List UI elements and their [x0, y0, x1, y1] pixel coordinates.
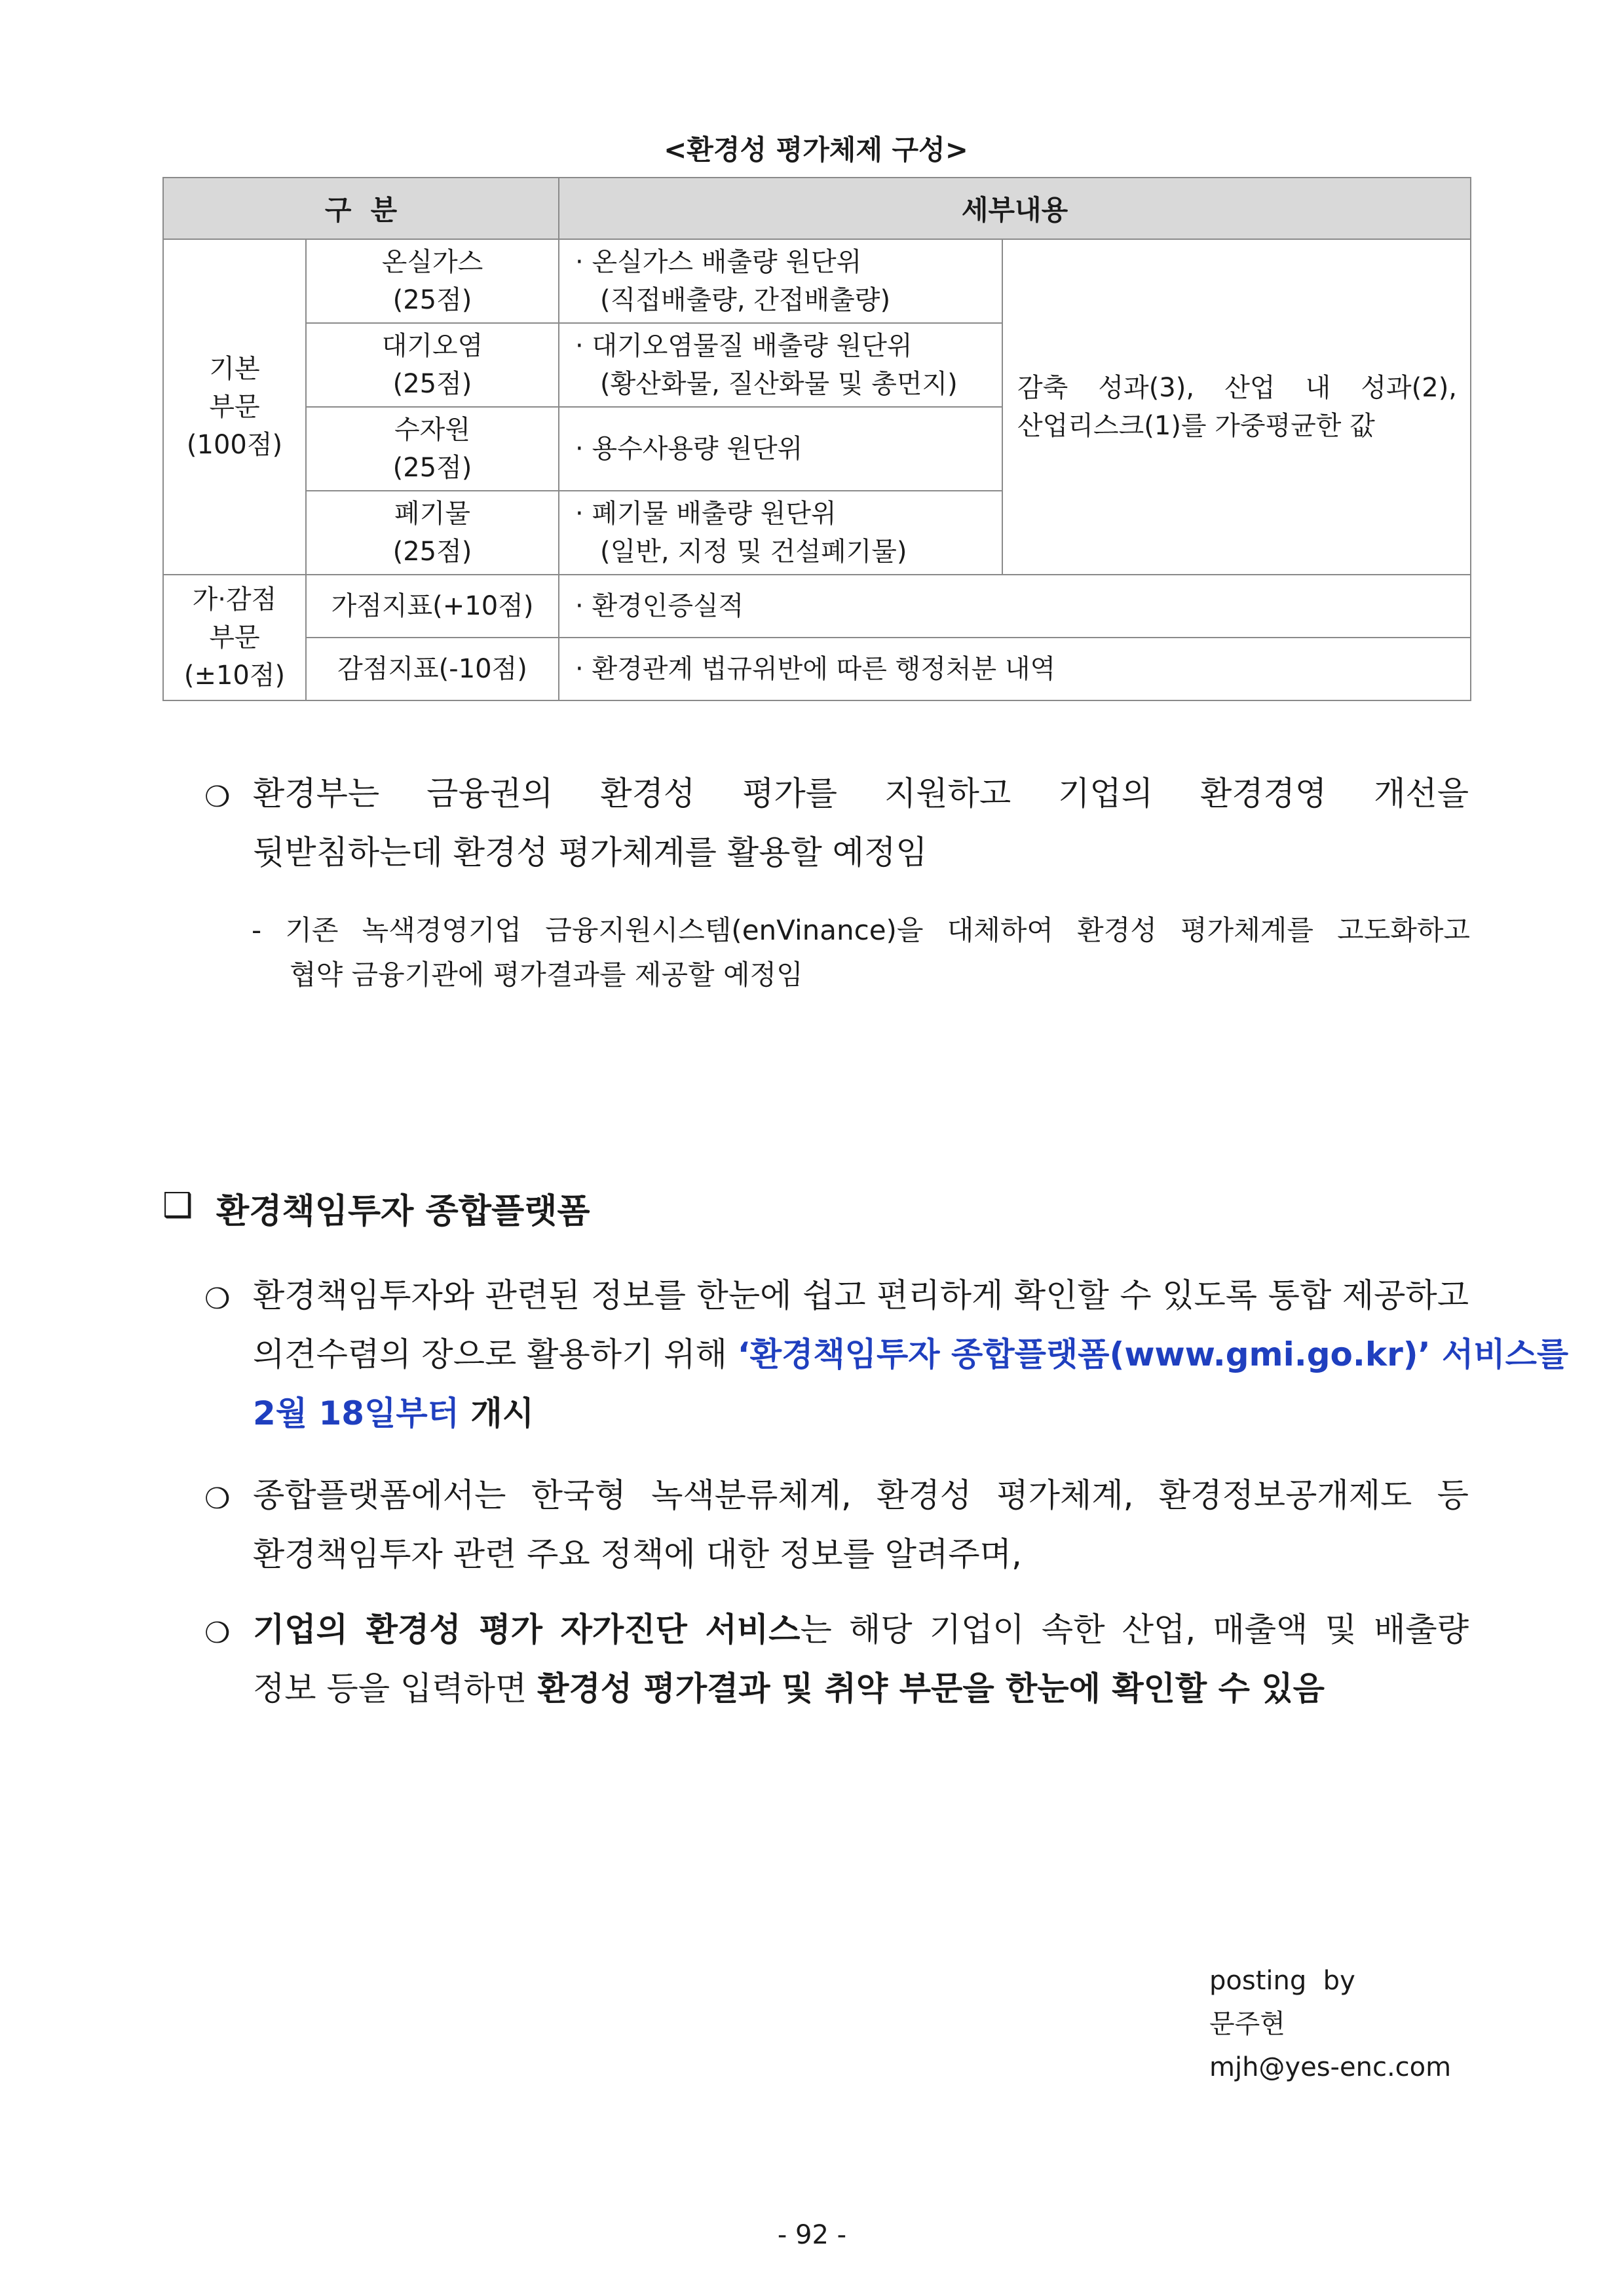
basic-group-label	[163, 239, 306, 575]
p1-subnote	[252, 908, 1470, 997]
item-desc-detail: (황산화물, 질산화물 및 총먼지)	[600, 369, 958, 399]
p1-sub-line2: 협약 금융기관에 평가결과를 제공할 예정임	[290, 959, 803, 991]
bullet-circle-icon: ❍	[204, 1282, 231, 1316]
item-points: (25점)	[392, 369, 472, 399]
item-desc-cell	[559, 407, 1002, 491]
p3-line1: 종합플랫폼에서는 한국형 녹색분류체계, 환경성 평가체계, 환경정보공개제도 등	[253, 1476, 1469, 1514]
signature-posting-by: posting by	[1209, 1966, 1355, 1996]
item-name-cell	[306, 239, 559, 323]
item-desc: · 대기오염물질 배출량 원단위	[575, 331, 913, 361]
p2-line3	[253, 1384, 1469, 1443]
adj-item-desc: · 환경인증실적	[559, 575, 1471, 638]
item-name: 폐기물	[394, 499, 470, 529]
p2-line2-plain: 의견수렴의 장으로 활용하기 위해	[253, 1335, 738, 1373]
item-name: 온실가스	[381, 247, 483, 277]
paragraph-platform-intro	[253, 764, 1469, 882]
p4-line2-bold: 환경성 평가결과 및 취약 부문을 한눈에 확인할 수 있음	[537, 1670, 1325, 1708]
item-name-cell	[306, 491, 559, 575]
bullet-circle-icon: ❍	[204, 1482, 231, 1516]
basic-group-line3: (100점)	[186, 430, 283, 460]
item-points: (25점)	[392, 285, 472, 315]
adj-group-label	[163, 575, 306, 700]
evaluation-table	[162, 177, 1471, 701]
item-desc: · 폐기물 배출량 원단위	[575, 499, 837, 529]
header-detail: 세부내용	[559, 178, 1471, 239]
p1-sub-line1: - 기존 녹색경영기업 금융지원시스템(enVinance)을 대체하여 환경성 평가체계를 고도화하고	[252, 914, 1470, 946]
bullet-circle-icon: ❍	[204, 780, 231, 814]
adj-item-desc: · 환경관계 법규위반에 따른 행정처분 내역	[559, 638, 1471, 700]
signature-block	[1209, 1959, 1451, 2089]
adj-group-line2: 부문	[209, 622, 260, 653]
item-desc-cell	[559, 323, 1002, 407]
merged-note-cell	[1002, 239, 1471, 575]
item-desc-cell	[559, 491, 1002, 575]
paragraph-self-diagnosis	[253, 1600, 1469, 1718]
basic-group-line1: 기본	[209, 354, 260, 384]
adj-group-line1: 가·감점	[192, 584, 277, 615]
p2-line2	[253, 1325, 1569, 1384]
paragraph-platform-content	[253, 1466, 1469, 1584]
section-title: 환경책임투자 종합플랫폼	[216, 1192, 590, 1231]
launch-word: 개시	[459, 1394, 534, 1432]
item-desc-detail: (직접배출량, 간접배출량)	[600, 285, 891, 315]
p4-line2-plain: 정보 등을 입력하면	[253, 1670, 538, 1708]
item-desc-detail: (일반, 지정 및 건설폐기물)	[600, 537, 907, 567]
launch-date-highlight: 2월 18일부터	[253, 1394, 459, 1432]
item-points: (25점)	[392, 537, 472, 567]
bullet-circle-icon: ❍	[204, 1617, 231, 1650]
section-marker-icon: ❑	[162, 1186, 193, 1225]
item-name: 대기오염	[381, 331, 483, 361]
platform-name-highlight: ‘환경책임투자 종합플랫폼(www.gmi.go.kr)’ 서비스를	[737, 1335, 1569, 1373]
adj-group-line3: (±10점)	[183, 660, 286, 691]
item-desc: · 온실가스 배출량 원단위	[575, 247, 862, 277]
item-points: (25점)	[392, 453, 472, 483]
p2-line1: 환경책임투자와 관련된 정보를 한눈에 쉽고 편리하게 확인할 수 있도록 통합 제공하고	[253, 1276, 1469, 1314]
p4-line1	[253, 1600, 1469, 1659]
p4-line1-plain: 는 해당 기업이 속한 산업, 매출액 및 배출량	[800, 1611, 1469, 1649]
p3-line2: 환경책임투자 관련 주요 정책에 대한 정보를 알려주며,	[253, 1535, 1022, 1573]
header-category: 구 분	[163, 178, 559, 239]
basic-group-line2: 부문	[209, 392, 260, 422]
page-number: - 92 -	[777, 2220, 847, 2250]
item-name-cell	[306, 323, 559, 407]
item-name-cell	[306, 407, 559, 491]
p1-line2: 뒷받침하는데 환경성 평가체계를 활용할 예정임	[253, 833, 928, 871]
merged-note-line2: 산업리스크(1)를 가중평균한 값	[1017, 411, 1375, 441]
p1-line1: 환경부는 금융권의 환경성 평가를 지원하고 기업의 환경경영 개선을	[253, 775, 1469, 813]
item-desc: · 용수사용량 원단위	[575, 434, 803, 464]
adj-item-name: 가점지표(+10점)	[306, 575, 559, 638]
signature-email: mjh@yes-enc.com	[1209, 2052, 1452, 2082]
p4-line2	[253, 1659, 1469, 1718]
adj-item-name: 감점지표(-10점)	[306, 638, 559, 700]
self-diagnosis-service: 기업의 환경성 평가 자가진단 서비스	[253, 1611, 801, 1649]
merged-note-line1: 감축 성과(3), 산업 내 성과(2),	[1017, 373, 1458, 403]
item-name: 수자원	[394, 415, 470, 445]
signature-author: 문주현	[1209, 2009, 1285, 2039]
table-caption: <환경성 평가체제 구성>	[664, 134, 968, 166]
item-desc-cell	[559, 239, 1002, 323]
paragraph-platform-launch	[253, 1266, 1569, 1443]
